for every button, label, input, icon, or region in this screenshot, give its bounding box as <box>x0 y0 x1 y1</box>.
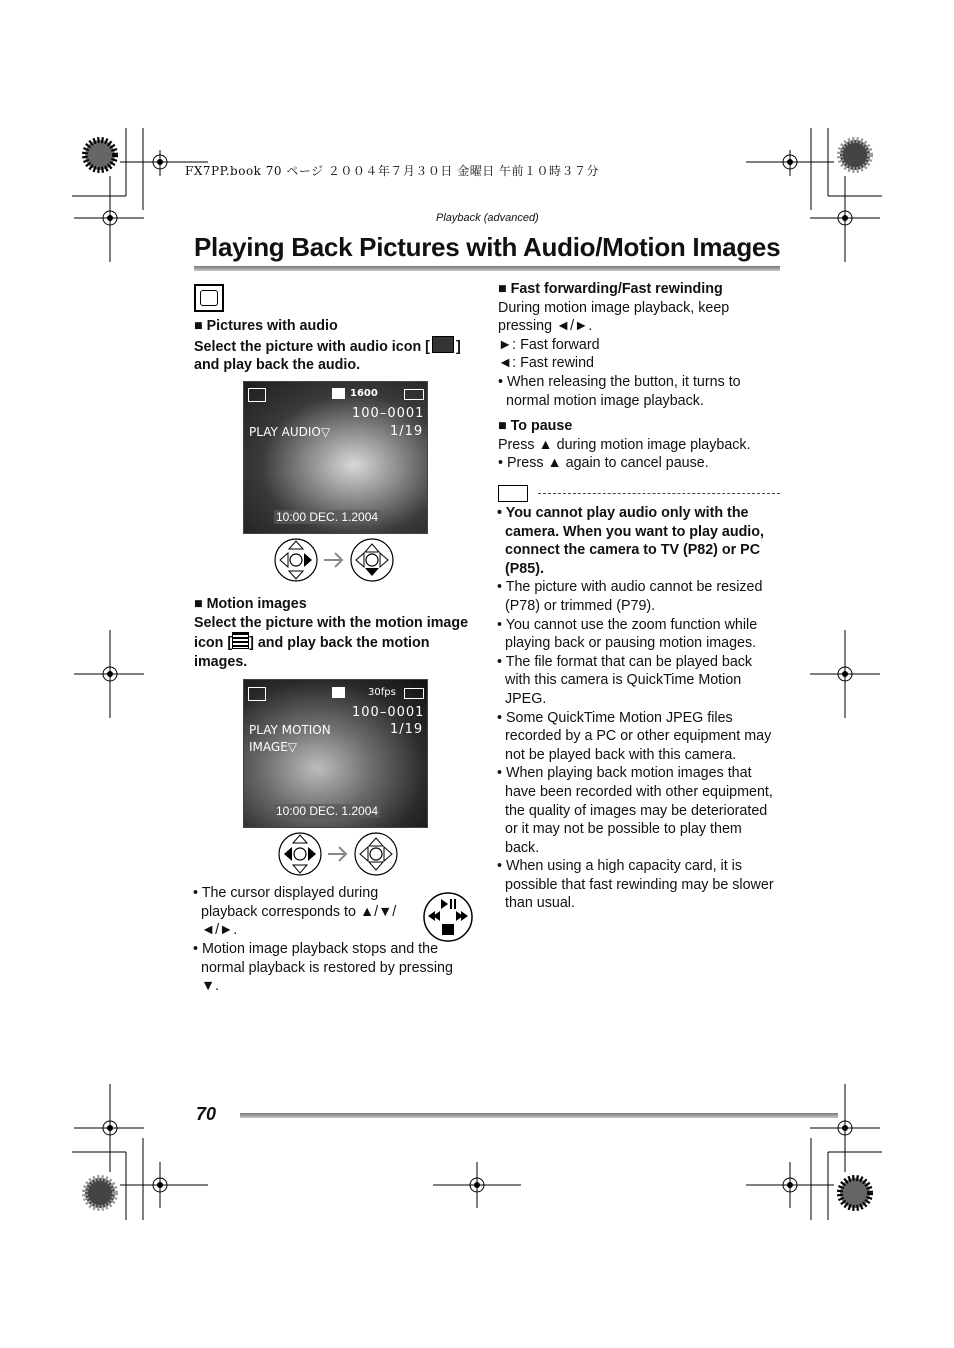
page-title: Playing Back Pictures with Audio/Motion Images <box>194 232 781 262</box>
note-4-line-3: JPEG. <box>505 690 547 707</box>
play-motion-label: PLAY MOTION <box>249 723 331 737</box>
note-2-line-2: (P78) or trimmed (P79). <box>505 597 656 614</box>
pause-line: Press ▲ during motion image playback. <box>498 436 751 453</box>
notes-list <box>497 504 787 913</box>
motion-instruction-cont: icon [ ] and play back the motion <box>194 632 484 653</box>
audio-instruction: Select the picture with audio icon [ ] <box>194 336 484 357</box>
note-6-line-5: back. <box>505 839 540 856</box>
audio-heading: ■ Pictures with audio <box>194 318 338 334</box>
note-6-line-2: have been recorded with other equipment, <box>505 783 773 800</box>
playback-icon <box>248 687 266 701</box>
note-2-line-1: • The picture with audio cannot be resized <box>497 579 763 596</box>
note-5-line-3: not be played back with this camera. <box>505 746 737 763</box>
note-1-line-2: camera. When you want to play audio, <box>505 523 764 540</box>
motion-image-icon <box>232 632 249 649</box>
pause-section <box>498 417 788 473</box>
lcd-screen-motion <box>243 679 428 828</box>
note-4-line-2: with this camera is QuickTime Motion <box>505 672 742 689</box>
stop-note <box>193 940 483 996</box>
stop-note-line-3: ▼. <box>201 978 220 995</box>
note-7-line-3: than usual. <box>505 895 575 912</box>
audio-section <box>194 317 484 375</box>
cursor-buttons-diagram-2 <box>276 830 400 878</box>
audio-icon <box>432 336 454 353</box>
lcd-screen-audio <box>243 381 428 534</box>
note-5-line-1: • Some QuickTime Motion JPEG files <box>497 709 733 726</box>
play-audio-label: PLAY AUDIO▽ <box>249 425 331 439</box>
pause-bullet: • Press ▲ again to cancel pause. <box>498 455 709 472</box>
note-7-line-1: • When using a high capacity card, it is <box>497 858 742 875</box>
note-1-line-4: (P85). <box>505 560 544 577</box>
cursor-note-line-2: playback corresponds to ▲/▼/ <box>201 903 397 920</box>
print-header: FX7PP.book 70 ページ ２００４年７月３０日 金曜日 午前１０時３７分 <box>185 164 600 178</box>
ff-bullet-line-1: • When releasing the button, it turns to <box>498 373 741 390</box>
ff-line-4: ◄: Fast rewind <box>498 355 594 372</box>
playback-icon <box>248 388 266 402</box>
cursor-buttons-diagram <box>272 536 396 584</box>
section-label: Playback (advanced) <box>436 212 539 224</box>
note-6-line-4: or it may not be possible to play them <box>505 821 742 838</box>
picture-size: 1600 <box>350 388 378 399</box>
cursor-note-line-3: ◄/►. <box>201 922 238 939</box>
motion-indicator-icon <box>332 687 345 698</box>
date-time: 10:00 DEC. 1.2004 <box>276 804 379 818</box>
playback-mode-icon <box>194 284 224 312</box>
pause-heading: ■ To pause <box>498 418 573 434</box>
note-3-line-2: playing back or pausing motion images. <box>505 635 757 652</box>
fast-forward-section <box>498 280 788 410</box>
note-1-line-3: connect the camera to TV (P82) or PC <box>505 542 761 559</box>
title-underline <box>194 266 780 271</box>
date-time: 10:00 DEC. 1.2004 <box>276 510 379 524</box>
footer-rule <box>240 1113 838 1118</box>
ff-bullet-line-2: normal motion image playback. <box>506 392 704 409</box>
motion-instruction: Select the picture with the motion image <box>194 614 469 631</box>
motion-heading: ■ Motion images <box>194 596 307 612</box>
motion-instruction-end: images. <box>194 653 248 670</box>
stop-note-line-2: normal playback is restored by pressing <box>201 959 453 976</box>
play-motion-label-2: IMAGE▽ <box>249 740 297 754</box>
audio-instruction-cont: and play back the audio. <box>194 357 361 374</box>
picture-counter: 1/19 <box>390 424 424 439</box>
note-7-line-2: possible that fast rewinding may be slower <box>505 876 774 893</box>
ff-line-2: pressing ◄/►. <box>498 318 593 335</box>
note-6-line-3: the quality of images may be deteriorated <box>505 802 768 819</box>
file-number: 100–0001 <box>352 705 425 720</box>
note-icon <box>498 485 528 502</box>
cursor-note-line-1: • The cursor displayed during <box>193 885 379 901</box>
ff-line-1: During motion image playback, keep <box>498 299 730 316</box>
audio-indicator-icon <box>332 388 345 399</box>
note-1-line-1: • You cannot play audio only with the <box>497 505 749 521</box>
ff-line-3: ►: Fast forward <box>498 336 600 353</box>
note-5-line-2: recorded by a PC or other equipment may <box>505 728 772 745</box>
cursor-note <box>193 884 423 940</box>
page-number: 70 <box>196 1104 217 1124</box>
battery-icon <box>404 389 424 400</box>
ff-heading: ■ Fast forwarding/Fast rewinding <box>498 281 723 297</box>
motion-section <box>194 595 484 671</box>
picture-counter: 1/19 <box>390 722 424 737</box>
play-pause-control-icon <box>422 891 474 943</box>
note-divider <box>538 493 780 494</box>
note-3-line-1: • You cannot use the zoom function while <box>497 616 758 633</box>
file-number: 100–0001 <box>352 406 425 421</box>
stop-note-line-1: • Motion image playback stops and the <box>193 941 439 957</box>
battery-icon <box>404 688 424 699</box>
note-4-line-1: • The file format that can be played back <box>497 653 753 670</box>
note-6-line-1: • When playing back motion images that <box>497 765 752 782</box>
frame-rate: 30fps <box>368 687 396 698</box>
